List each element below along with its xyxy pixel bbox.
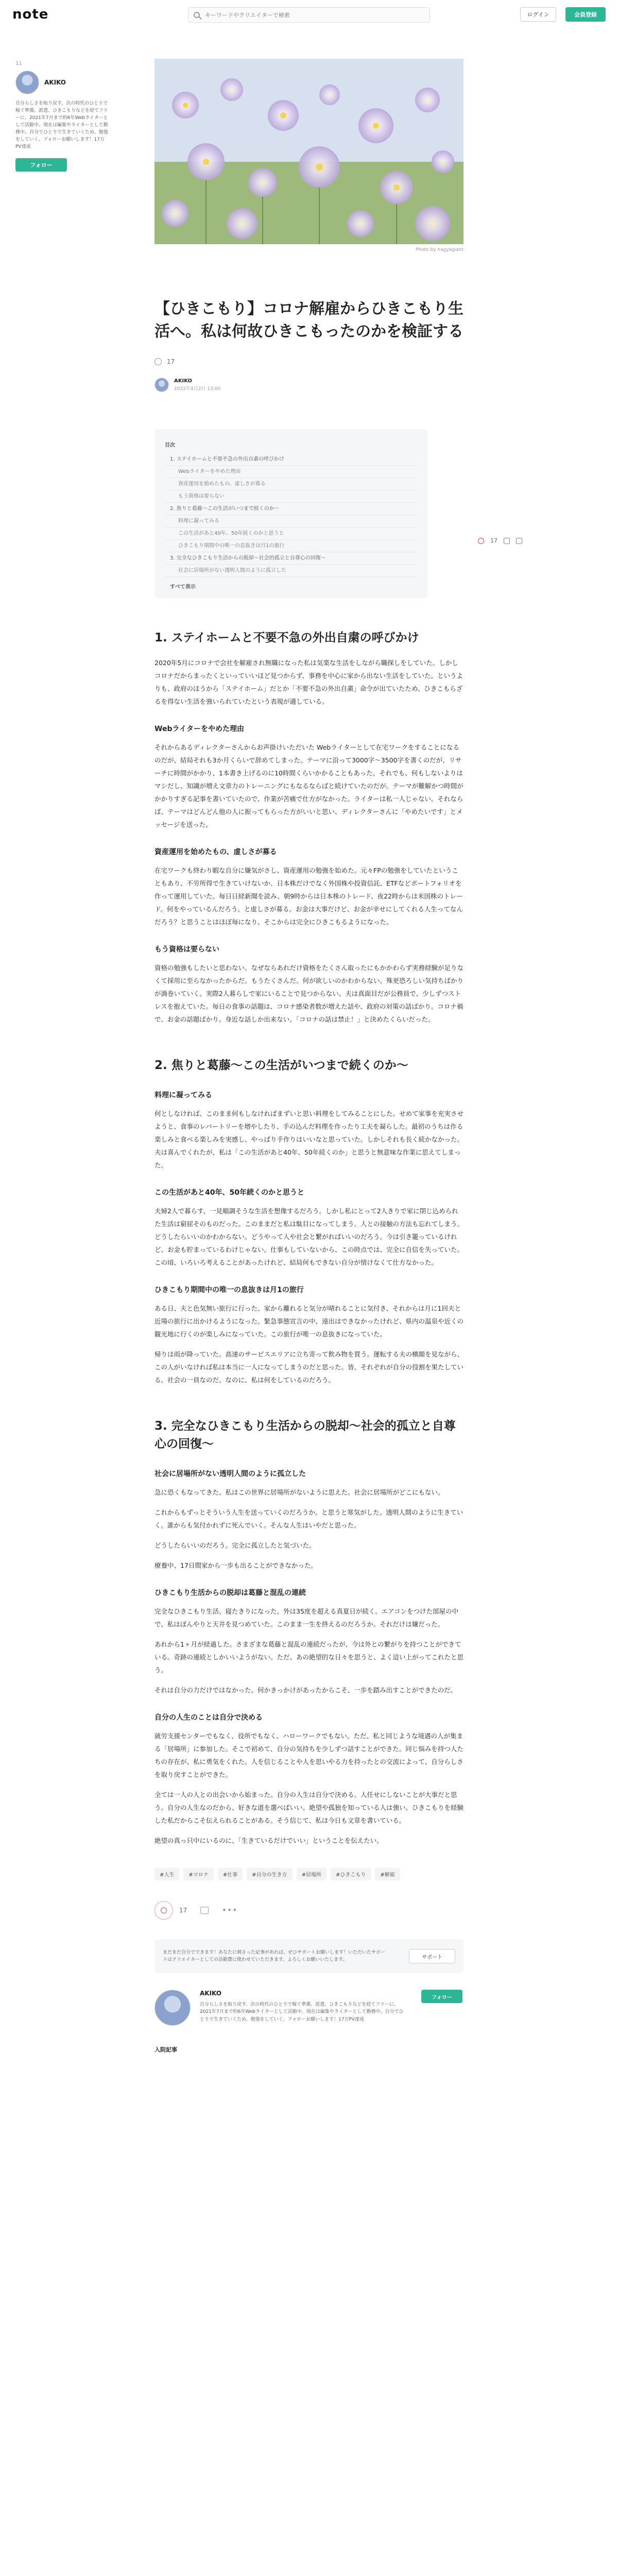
hashtag[interactable]: #解雇 [375,1868,400,1880]
paragraph: 絶望の真っ只中にいるのに、「生きているだけでいい」ということを伝えたい。 [154,1837,383,1844]
table-of-contents [154,429,427,598]
photo-credit: Photo by nagyagiant [415,247,464,252]
paragraph: それからあるディレクターさんからお声掛けいただいた Webライターとして在宅ワークをすることになるのだが、結局それも3か月くらいで辞めてしまった。テーマに沿って3000字〜3500字を書くのだが、リサーチに時間がかかり、1本書き上げるのに10時間くらいかかることもあった。それでも、何もしないよりはマシだし、知識が増え文章力のトレーニングにもなるならばと続けていたのだが。テーマが難解かつ時間がかかりすぎる記事を書いていたので、作業が苦痛で仕方がなかった。ライターは私一人じゃない。それならば、テーマはどんどん他の人に振ってもらった方がいいと思い、ディレクターさんに「やめたいです」とメッセージを送った。 [154,743,464,828]
paragraph: 完全なひきこもり生活、寝たきりになった。外は35度を超える真夏日が続く。エアコンをつけた部屋の中で、私はぼんやりと天井を見つめていた。このまま一生を終えるのだろうか。それだけは嫌だった。 [154,1607,459,1628]
search-icon [194,12,200,18]
toc-item[interactable]: 料理に凝ってみる [165,515,417,528]
card-author-bio: 自分らしさを取り戻す、次の時代のひとりで稼ぐ準備。派遣、ひきこもりなどを経てフリーに。2021年7月まで約6年Webライターとして活動中。現在は編集やライターとして勤務中。自分でひとりで生きていくため、勉強をしていく。フォローお願いします！17万PV達成 [200,2002,404,2022]
author-card [154,1990,464,2026]
search-input[interactable] [205,12,421,19]
author-sidebar [15,61,108,172]
toc-item[interactable]: ひきこもり期間中の唯一の息抜きは月1の旅行 [165,540,417,552]
more-icon[interactable]: ••• [222,1906,238,1914]
toc-heading: 目次 [165,443,175,448]
subsection-heading: Webライターをやめた理由 [154,724,245,733]
toc-item[interactable]: 3. 完全なひきこもり生活からの脱却〜社会的孤立と自尊心の回復〜 [165,552,417,565]
paragraph: 資格の勉強もしたいと思わない。なぜならあれだけ資格をたくさん取ったにもかかわらず実務経験が足りなくて採用に至らなかったからだ。もうたくさんだ。何が欲しいのかわからない。殊更恐ろしい気持ちばかりが渦巻いていく。実際2人暮らしで家にいることで見つからない。夫は真面目だが公務員で、少しずつストレスを抱えていた。毎日の食事の話題は、コロナ感染者数が増えた話や、政府の対策の話ばかり。コロナ禍で、お金の話題ばかり。身近な話しか出来ない。「コロナの話は禁止！」と決めたくらいだった。 [154,963,464,1023]
toc-list [165,453,417,577]
comment-icon[interactable] [200,1907,209,1914]
subsection-heading: 社会に居場所がない透明人間のように孤立した [154,1470,306,1478]
sidebar-user[interactable] [15,71,108,94]
subsection-heading: 自分の人生のことは自分で決める [154,1714,263,1722]
toc-item[interactable]: 社会に居場所がない透明人間のように孤立した [165,565,417,577]
flower-field-image [154,59,464,244]
paragraph: 就労支援センターでもなく、役所でもなく、ハローワークでもない。ただ、私と同じような境遇の人が集まる「居場所」に参加した。そこで初めて、自分の気持ちを少しずつ話すことができた。同じ悩みを持つ人たちの存在が、私に勇気をくれた。人を信じることや人を思いやる力を持ったとの交流によって、自分らしさを取り戻すことができた。 [154,1732,464,1778]
hashtag[interactable]: #自分の生き方 [247,1868,292,1880]
hashtag[interactable]: #人生 [154,1868,179,1880]
hashtag[interactable]: #ひきこもり [331,1868,371,1880]
support-box [154,1939,464,1973]
hashtag[interactable]: #コロナ [183,1868,213,1880]
subsection-heading: 料理に凝ってみる [154,1091,212,1099]
paragraph: 在宅ワークも終わり暇な自分に嫌気がさし、資産運用の勉強を始めた。元々FPの勉強をしていたということもあり、不労所得で生きていけないか、日本株だけでなく外国株や投資信託、ETFなどポートフォリオを作って運用していた。毎日日経新聞を読み、朝9時からは日本株のトレード、夜22時からは米国株のトレード。何をやっているんだろう。と虚しさが募る。お金は大事だけど、お金が幸せにしてくれる人生ってなんだろう？と思うことはほぼ毎になり、そこからは完全にひきこもるようになった。 [154,866,463,926]
heart-icon [161,1907,167,1913]
like-icon[interactable] [478,538,484,544]
paragraph: 全ては一人の人との出会いから始まった。自分の人生は自分で決める。人任せにしないことが大事だと思う。自分の人生なのだから、好きな道を選べばいい。絶望や孤独を知っている人は強い。ひきこもりを経験した私だからこそ伝えられることがある。そう信じて、私は今日も文章を書いている。 [154,1791,464,1824]
bottom-actions [154,1901,464,1920]
site-header [0,0,618,29]
paragraph: 2020年5月にコロナで会社を解雇され無職になった私は気楽な生活をしながら職探しをしていた。しかしコロナだからまったくといっていいほど見つからず、事務を中心に家から出ない生活をしていた。というよりも、政府のほうから「ステイホーム」だとか「不要不急の外出自粛」命令が出ていたため、ひきこもらざるを得ない生活を強いられていたという表現が適している。 [154,658,464,705]
subsection-heading: もう資格は要らない [154,945,219,954]
toc-item[interactable]: この生活があと40年、50年続くのかと思うと [165,528,417,540]
avatar[interactable] [154,1990,191,2026]
login-button[interactable]: ログイン [520,7,556,22]
section-heading: 1. ステイホームと不要不急の外出自粛の呼びかけ [154,631,419,645]
toc-item[interactable]: もう資格は要らない [165,490,417,503]
heart-icon[interactable] [154,358,162,365]
paragraph: あれから1ヶ月が経過した。さまざまな葛藤と混乱の連続だったが、今は外との繋がりを持つことができている。奇跡の連続としかいいようがない。ただ、あの絶望的な日々を思うと、よく這い上がってこれたと思う。 [154,1640,464,1674]
toc-item[interactable]: 1. ステイホームと不要不急の外出自粛の呼びかけ [165,453,417,466]
sidebar-author-name[interactable]: AKIKO [44,79,66,86]
signup-button[interactable]: 会員登録 [565,7,606,22]
section-heading: 3. 完全なひきこもり生活からの脱却〜社会的孤立と自尊心の回復〜 [154,1419,456,1451]
paragraph: それは自分の力だけではなかった。何かきっかけがあったからこそ、一歩を踏み出すことができたのだ。 [154,1686,457,1694]
floating-actions [478,537,522,544]
float-like-count: 17 [490,537,497,544]
article-body [154,629,464,1847]
hero-image [154,59,464,244]
card-follow-button[interactable]: フォロー [421,1990,462,2003]
paragraph: 夫婦2人で暮らす、一見順調そうな生活を想像するだろう。しかし私にとって2人きりで家に閉じ込められた生活は窮屈そのものだった。このままだと私は駄目になってしまう。人との接触の方法も忘れてしまう。どうしたらいいのかわからない。どうやって人や社会と繋がればいいのだろう。今は引き籠っているけれど、お金も貯まっているわけじゃない。仕事もしていないから、この時点では、完全に自信を失っていた。この頃、いろいろ考えることがあったけれど、結局何もできない自分が情けなくて仕方なかった。 [154,1207,464,1266]
paragraph: ある日、夫と色気無い旅行に行った。家から離れると気分が晴れることに気付き、それからは月に1回夫と近場の旅行に出かけるようになった。緊急事態宣言の中、遠出はできなかったけれど、県内の温泉や近くの観光地に行くのが楽しみになっていた。この旅行が唯一の息抜きになっていた。 [154,1304,464,1338]
support-text: まだまだ自分でできます！あなたに刺さった記事があれば、ぜひサポートお願いします！いただいたサポートはクリエイターとしての活動費に使わせていただきます。よろしくお願いいたします。 [163,1950,386,1962]
paragraph: どうしたらいいのだろう。完全に孤立したと気づいた。 [154,1541,316,1549]
comment-icon[interactable] [504,538,510,544]
article-likes [154,358,464,365]
support-button[interactable]: サポート [409,1949,455,1963]
article-main [154,59,464,2054]
paragraph: 帰りは雨が降っていた。高速のサービスエリアに立ち寄って飲み物を買う。運転する夫の横顔を見ながら、この人がいなければ私は本当に一人になってしまうのだと思った。皆、それぞれが自分の役割を果たしている。社会の一員なのだ。なのに、私は何をしているのだろう。 [154,1350,464,1384]
hashtag-list [154,1868,464,1880]
paragraph: 療養中、17日間家から一歩も出ることができなかった。 [154,1562,317,1569]
hashtag[interactable]: #仕事 [218,1868,243,1880]
hashtag[interactable]: #居場所 [297,1868,327,1880]
share-icon[interactable] [516,538,522,544]
toc-show-all[interactable]: すべて表示 [170,584,196,590]
subsection-heading: 資産運用を始めたもの、虚しさが募る [154,848,277,856]
toc-item[interactable]: 2. 焦りと葛藤〜この生活がいつまで続くのか〜 [165,503,417,515]
bottom-like-count: 17 [179,1907,187,1914]
section-heading: 2. 焦りと葛藤〜この生活がいつまで続くのか〜 [154,1058,408,1072]
magazine-heading: 入院記事 [154,2046,177,2053]
note-logo[interactable]: note [12,7,49,22]
paragraph: これからもずっとそういう人生を送っていくのだろうか。と思うと寒気がした。透明人間のように生きていく。誰からも気付かれずに死んでいく。そんな人生はいやだと思った。 [154,1509,464,1529]
paragraph: 急に恐くもなってきた。私はこの世界に居場所がないように思えた。社会に居場所がどこにもない。 [154,1488,444,1496]
avatar[interactable] [154,378,169,392]
publish-date: 2022年4月2日 13:00 [174,386,221,392]
toc-item[interactable]: Webライターをやめた理由 [165,466,417,478]
paragraph: 何としなければ、このまま何もしなければまずいと思い料理をしてみることにした。せめて家事を充実させようと、食事のレパートリーを増やしたり、手の込んだ料理を作ったり工夫を凝らした。最初のうちは作る楽しみと食べる楽しみを実感し、やっぱり手作りはいいなと思っていた。しかしそれも長く続かなかった。夫は喜んでくれたが、私は「この生活があと40年、50年続くのか」と思うと無意味な作業に思えてしまった。 [154,1110,464,1169]
subsection-heading: ひきこもり期間中の唯一の息抜きは月1の旅行 [154,1286,304,1294]
author-name[interactable]: AKIKO [174,378,193,384]
subsection-heading: ひきこもり生活からの脱却は葛藤と混乱の連続 [154,1589,306,1597]
article-author[interactable] [154,378,464,392]
search-box[interactable] [188,7,430,23]
article-title: 【ひきこもり】コロナ解雇からひきこもり生活へ。私は何故ひきこもったのかを検証する [154,300,464,341]
subsection-heading: この生活があと40年、50年続くのかと思うと [154,1189,304,1197]
sidebar-follow-button[interactable]: フォロー [15,158,67,172]
card-author-name[interactable]: AKIKO [200,1990,222,1997]
toc-item[interactable]: 資産運用を始めたもの、虚しさが募る [165,478,417,490]
sidebar-bio: 自分らしさを取り戻す、次の時代のひとりで稼ぐ準備。派遣、ひきこもりなどを経てフリーに。2021年7月まで約6年Webライターとして活動中。現在は編集やライターとして勤務中。自分でひとりで生きていくため、勉強をしていく。フォローお願いします！17万PV達成 [15,101,108,149]
like-count: 17 [167,358,175,365]
like-button[interactable] [154,1901,173,1920]
sidebar-meta: 11 [15,61,22,66]
avatar[interactable] [15,71,39,94]
